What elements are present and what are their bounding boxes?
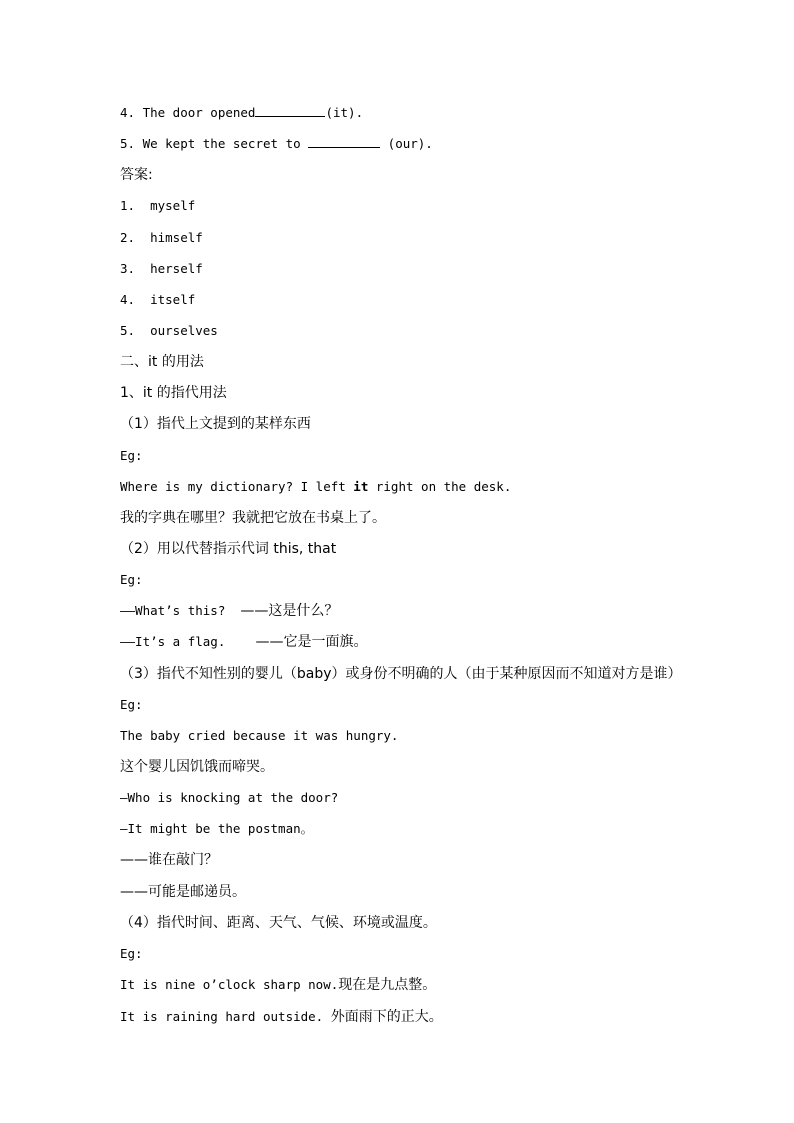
point-3-title: （3）指代不知性别的婴儿（baby）或身份不明确的人（由于某种原因而不知道对方是谁） bbox=[120, 666, 682, 682]
eg-label: Eg: bbox=[120, 946, 143, 961]
exercise-4-hint: (it). bbox=[325, 105, 364, 120]
example-text: Where is my dictionary? I left bbox=[120, 479, 354, 494]
answer-item: 5. ourselves bbox=[120, 323, 218, 338]
example-text: right on the desk. bbox=[368, 479, 512, 494]
point-4-example-1 bbox=[120, 974, 714, 996]
eg-label: Eg: bbox=[120, 572, 143, 587]
example-zh: 现在是九点整。 bbox=[338, 977, 437, 993]
point-1-title: （1）指代上文提到的某样东西 bbox=[120, 416, 311, 432]
fill-blank bbox=[308, 133, 380, 148]
point-2-dialog-2 bbox=[120, 631, 714, 653]
answer-item: 2. himself bbox=[120, 230, 203, 245]
point-4-title: （4）指代时间、距离、天气、气候、环境或温度。 bbox=[120, 915, 437, 931]
example-en: It is nine o’clock sharp now. bbox=[120, 977, 339, 992]
example-en: It is raining hard outside. bbox=[120, 1009, 331, 1024]
exercise-5 bbox=[120, 133, 714, 155]
point-3-dialog-2: —It might be the postman。 bbox=[120, 821, 314, 836]
example-emphasis: it bbox=[353, 479, 369, 494]
point-3-dialog-1: —Who is knocking at the door? bbox=[120, 790, 339, 805]
section-title: 二、it 的用法 bbox=[120, 354, 204, 370]
dialog-en: ——It’s a flag. bbox=[120, 634, 256, 649]
exercise-5-hint: (our). bbox=[380, 136, 433, 151]
dialog-zh: ——它是一面旗。 bbox=[255, 634, 368, 650]
dialog-en: ——What’s this? bbox=[120, 603, 241, 618]
exercise-4-text: 4. The door opened bbox=[120, 105, 256, 120]
subsection-title: 1、it 的指代用法 bbox=[120, 385, 227, 401]
answers-title: 答案: bbox=[120, 167, 153, 183]
point-2-dialog-1 bbox=[120, 600, 714, 622]
fill-blank bbox=[255, 102, 325, 117]
example-zh: 外面雨下的正大。 bbox=[330, 1009, 443, 1025]
point-4-example-2 bbox=[120, 1006, 714, 1028]
point-1-example-zh: 我的字典在哪里？我就把它放在书桌上了。 bbox=[120, 510, 386, 526]
eg-label: Eg: bbox=[120, 448, 143, 463]
answer-item: 1. myself bbox=[120, 198, 196, 213]
dialog-zh: ——这是什么？ bbox=[240, 603, 339, 619]
exercise-5-text: 5. We kept the secret to bbox=[120, 136, 309, 151]
answer-item: 4. itself bbox=[120, 292, 196, 307]
point-3-example-en: The baby cried because it was hungry. bbox=[120, 728, 399, 743]
point-1-example-en bbox=[120, 476, 714, 498]
eg-label: Eg: bbox=[120, 697, 143, 712]
point-3-dialog-4: ——可能是邮递员。 bbox=[120, 884, 246, 900]
answer-item: 3. herself bbox=[120, 261, 203, 276]
point-3-dialog-3: ——谁在敲门？ bbox=[120, 852, 218, 868]
exercise-4 bbox=[120, 102, 714, 124]
point-2-title: （2）用以代替指示代词 this, that bbox=[120, 541, 337, 557]
point-3-example-zh: 这个婴儿因饥饿而啼哭。 bbox=[120, 759, 274, 775]
